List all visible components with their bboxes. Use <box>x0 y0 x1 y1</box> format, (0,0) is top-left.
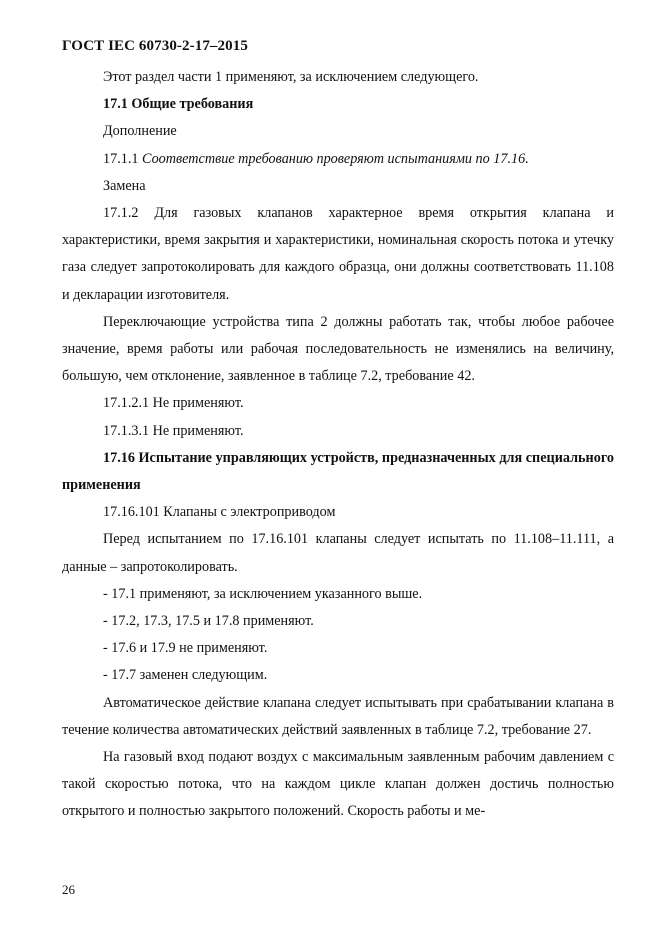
addition-label: Дополнение <box>103 123 177 140</box>
intro-paragraph: Этот раздел части 1 применяют, за исключением следующего. <box>103 69 479 85</box>
list-item: - 17.1 применяют, за исключением указанного выше. <box>103 585 423 602</box>
list-item: - 17.7 заменен следующим. <box>103 667 268 684</box>
clause-17-1-1 <box>62 146 614 173</box>
section-heading-17-1: 17.1 Общие требования <box>103 96 254 113</box>
clause-17-1-1-number: 17.1.1 <box>103 150 139 167</box>
list-item: - 17.6 и 17.9 не применяют. <box>103 640 268 657</box>
automatic-action-paragraph: Автоматическое действие клапана следует испытывать при срабатывании клапана в течение количества автоматических действий заявленных в таблице 7.2, требование 27. <box>62 694 614 738</box>
clause-17-16-101-heading: 17.16.101 Клапаны с электроприводом <box>103 504 336 521</box>
page-number: 26 <box>62 882 75 897</box>
section-heading-17-16: 17.16 Испытание управляющих устройств, предназначенных для специального применения <box>62 449 614 494</box>
list-item: - 17.2, 17.3, 17.5 и 17.8 применяют. <box>103 613 314 630</box>
clause-17-1-3-1: 17.1.3.1 Не применяют. <box>103 422 244 439</box>
document-body <box>62 64 614 826</box>
replacement-label: Замена <box>103 177 146 194</box>
clause-17-1-2-1: 17.1.2.1 Не применяют. <box>103 395 244 412</box>
pre-test-paragraph: Перед испытанием по 17.16.101 клапаны следует испытать по 11.108–11.111, а данные – запротоколировать. <box>62 531 614 575</box>
standard-header: ГОСТ IEC 60730-2-17–2015 <box>62 38 248 54</box>
clause-17-1-2: 17.1.2 Для газовых клапанов характерное время открытия клапана и характеристики, время закрытия и характеристики, номинальная скорость потока и утечку газа следует запротоколировать для каждого образца, они должны соответствовать 11.108 и декларации изготовителя. <box>62 205 614 303</box>
clause-17-1-1-text: Соответствие требованию проверяют испытаниями по 17.16. <box>142 150 529 167</box>
switching-devices-paragraph: Переключающие устройства типа 2 должны работать так, чтобы любое рабочее значение, время работы или рабочая последовательность не изменялись на величину, большую, чем отклонение, заявленное в таблице 7.2, требование 42. <box>62 313 614 385</box>
gas-inlet-paragraph: На газовый вход подают воздух с максимальным заявленным рабочим давлением с такой скоростью потока, что на каждом цикле клапан должен достичь полностью открытого и полностью закрытого положений. Скорость работы и ме- <box>62 749 614 820</box>
